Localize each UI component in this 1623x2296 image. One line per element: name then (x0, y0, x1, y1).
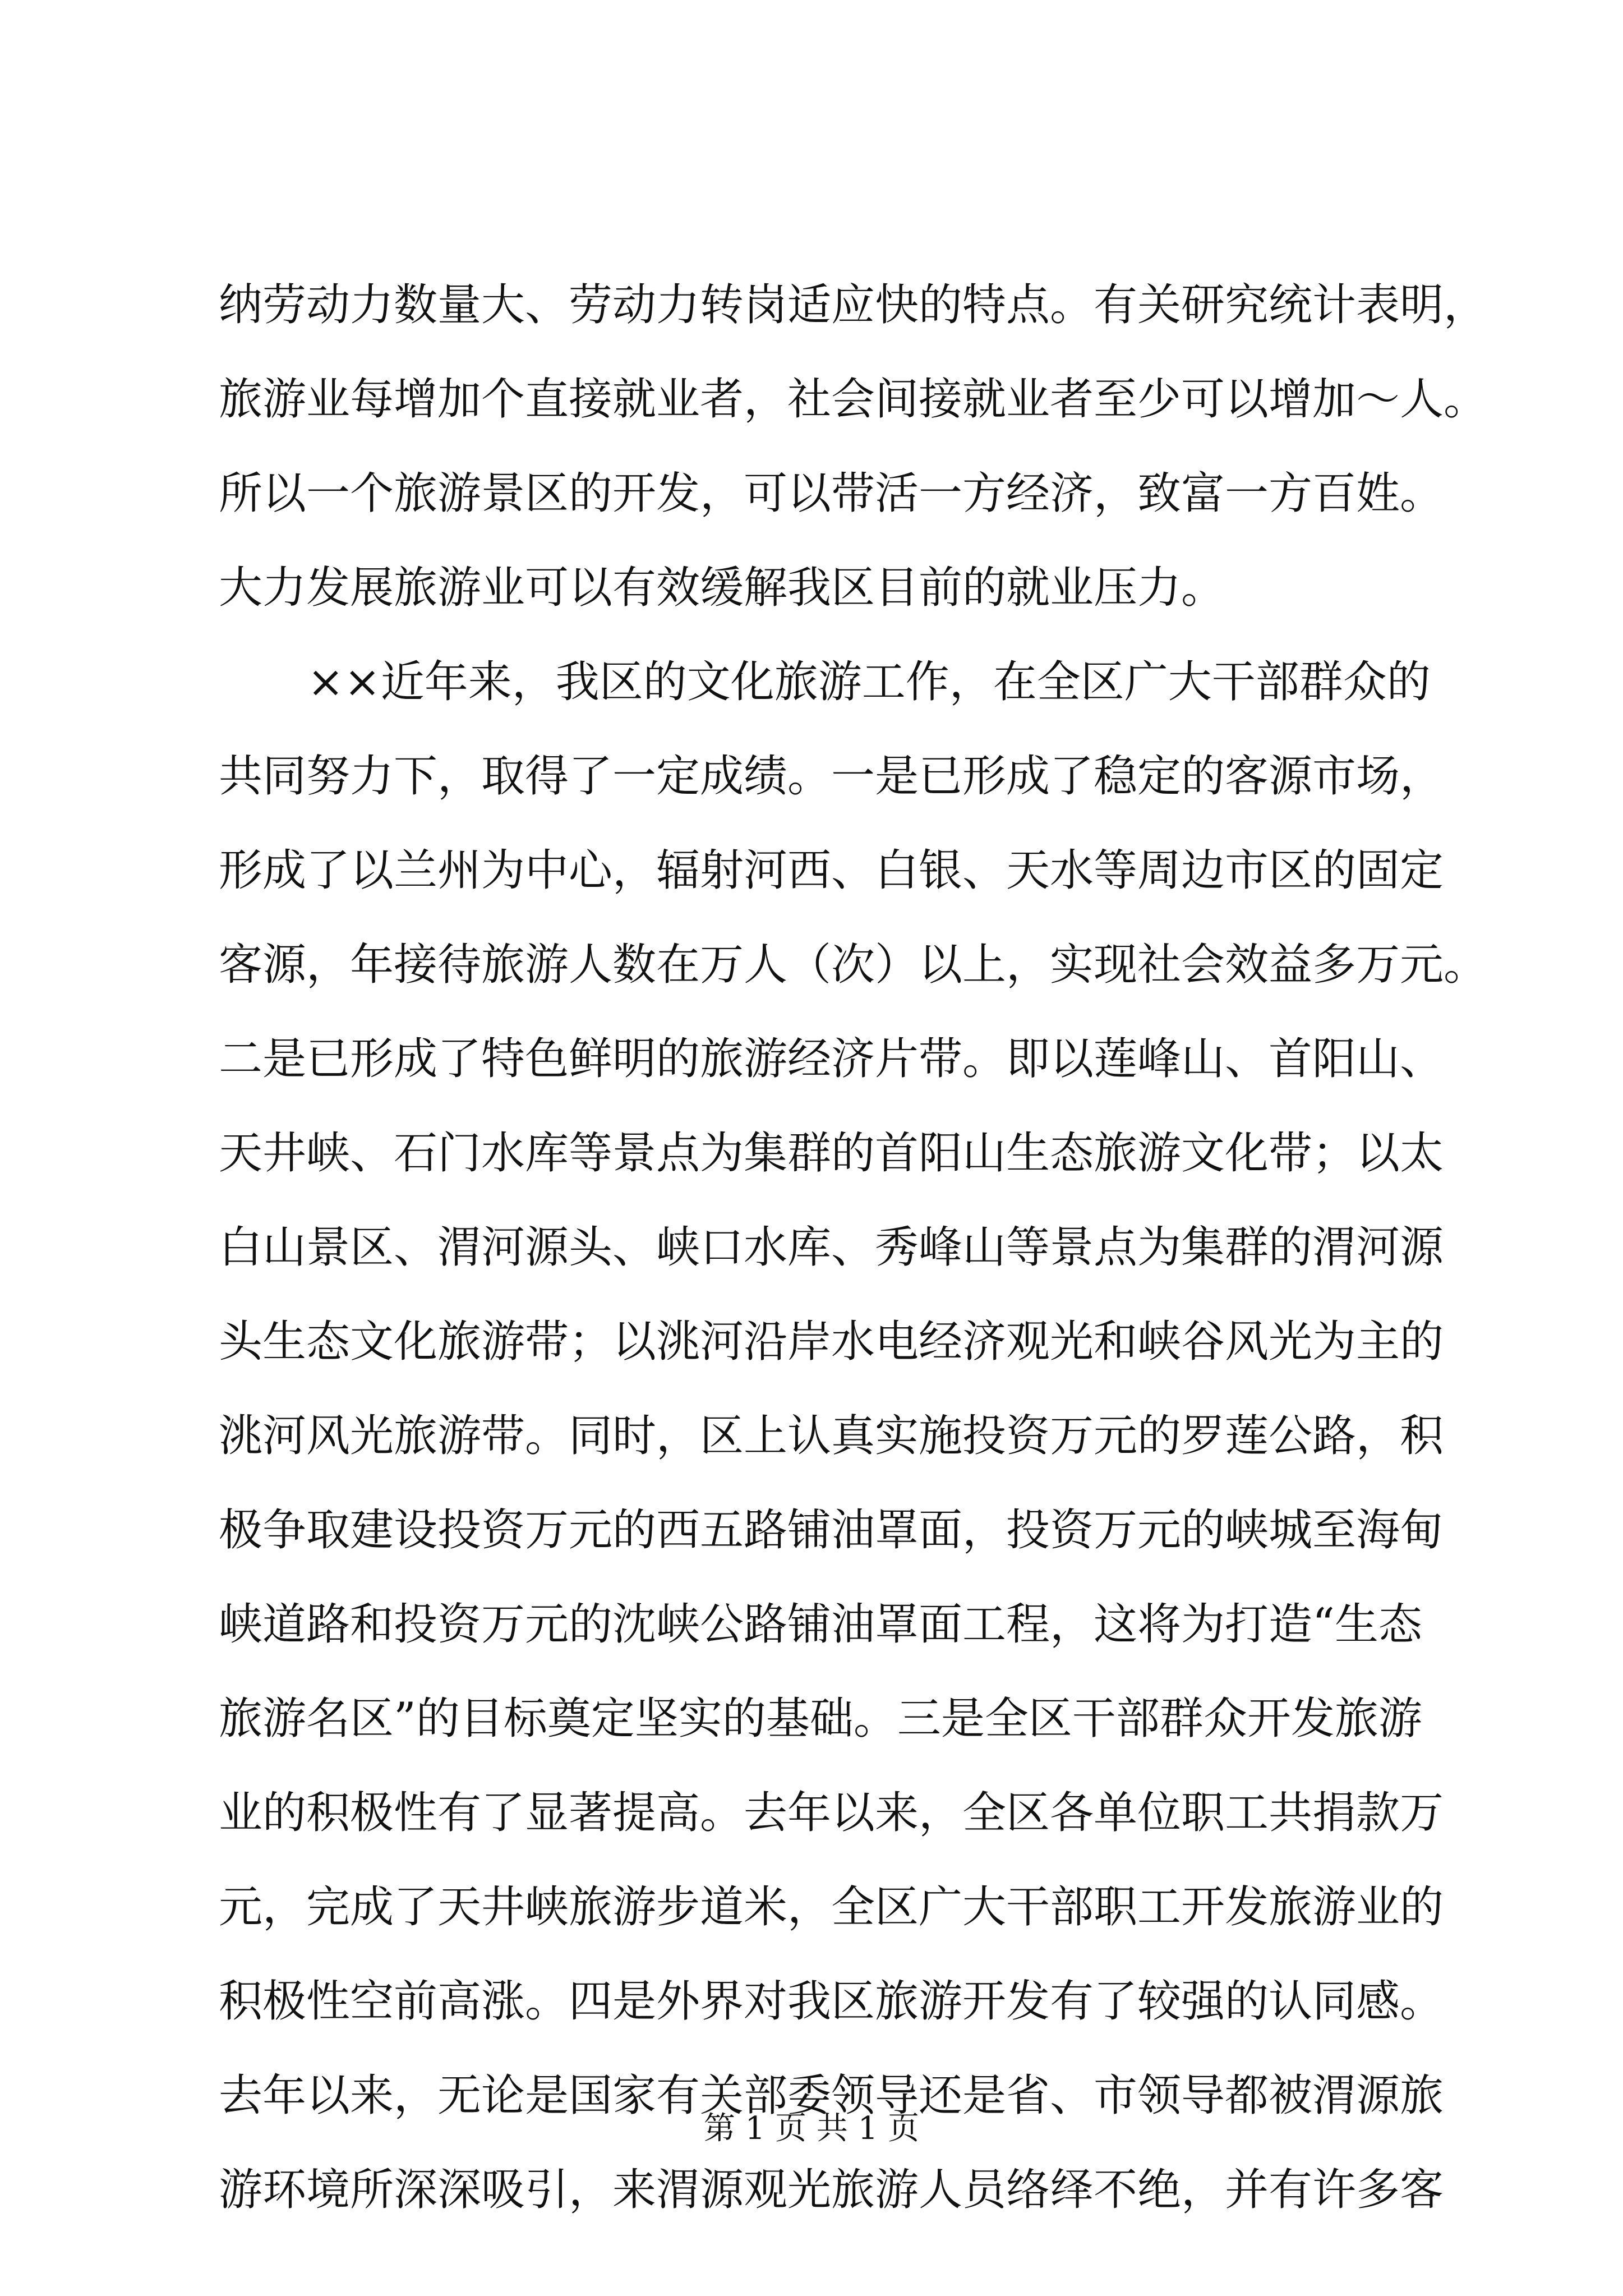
text-line: 游环境所深深吸引，来渭源观光旅游人员络绎不绝，并有许多客 (219, 2165, 1444, 2215)
text-line: 所以一个旅游景区的开发，可以带活一方经济，致富一方百姓。 (219, 468, 1444, 519)
text-line: 旅游业每增加个直接就业者，社会间接就业者至少可以增加～人。 (219, 374, 1488, 425)
text-line: 积极性空前高涨。四是外界对我区旅游开发有了较强的认同感。 (219, 1976, 1444, 2027)
text-line: ××近年来，我区的文化旅游工作，在全区广大干部群众的 (307, 657, 1431, 707)
text-line: 极争取建设投资万元的西五路铺油罩面，投资万元的峡城至海甸 (219, 1505, 1444, 1556)
text-line: 业的积极性有了显著提高。去年以来，全区各单位职工共捐款万 (219, 1788, 1444, 1838)
text-line: 峡道路和投资万元的沈峡公路铺油罩面工程，这将为打造“生态 (219, 1599, 1422, 1650)
text-line: 头生态文化旅游带；以洮河沿岸水电经济观光和峡谷风光为主的 (219, 1317, 1444, 1367)
document-body (219, 258, 1488, 2237)
text-line: 元，完成了天井峡旅游步道米，全区广大干部职工开发旅游业的 (219, 1882, 1444, 1932)
text-line: 二是已形成了特色鲜明的旅游经济片带。即以莲峰山、首阳山、 (219, 1034, 1444, 1084)
text-line: 共同努力下，取得了一定成绩。一是已形成了稳定的客源市场， (219, 751, 1444, 802)
text-line: 天井峡、石门水库等景点为集群的首阳山生态旅游文化带；以太 (219, 1128, 1444, 1179)
page-number-footer: 第 1 页 共 1 页 (703, 2110, 920, 2147)
text-line: 形成了以兰州为中心，辐射河西、白银、天水等周边市区的固定 (219, 845, 1444, 896)
text-line: 旅游名区”的目标奠定坚实的基础。三是全区干部群众开发旅游 (219, 1694, 1422, 1744)
text-line: 洮河风光旅游带。同时，区上认真实施投资万元的罗莲公路，积 (219, 1411, 1444, 1461)
text-line: 去年以来，无论是国家有关部委领导还是省、市领导都被渭源旅 (219, 2070, 1444, 2121)
text-line: 纳劳动力数量大、劳动力转岗适应快的特点。有关研究统计表明， (219, 280, 1488, 330)
text-line: 客源，年接待旅游人数在万人（次）以上，实现社会效益多万元。 (219, 940, 1488, 990)
text-line: 白山景区、渭河源头、峡口水库、秀峰山等景点为集群的渭河源 (219, 1222, 1444, 1273)
text-line: 大力发展旅游业可以有效缓解我区目前的就业压力。 (219, 563, 1225, 613)
